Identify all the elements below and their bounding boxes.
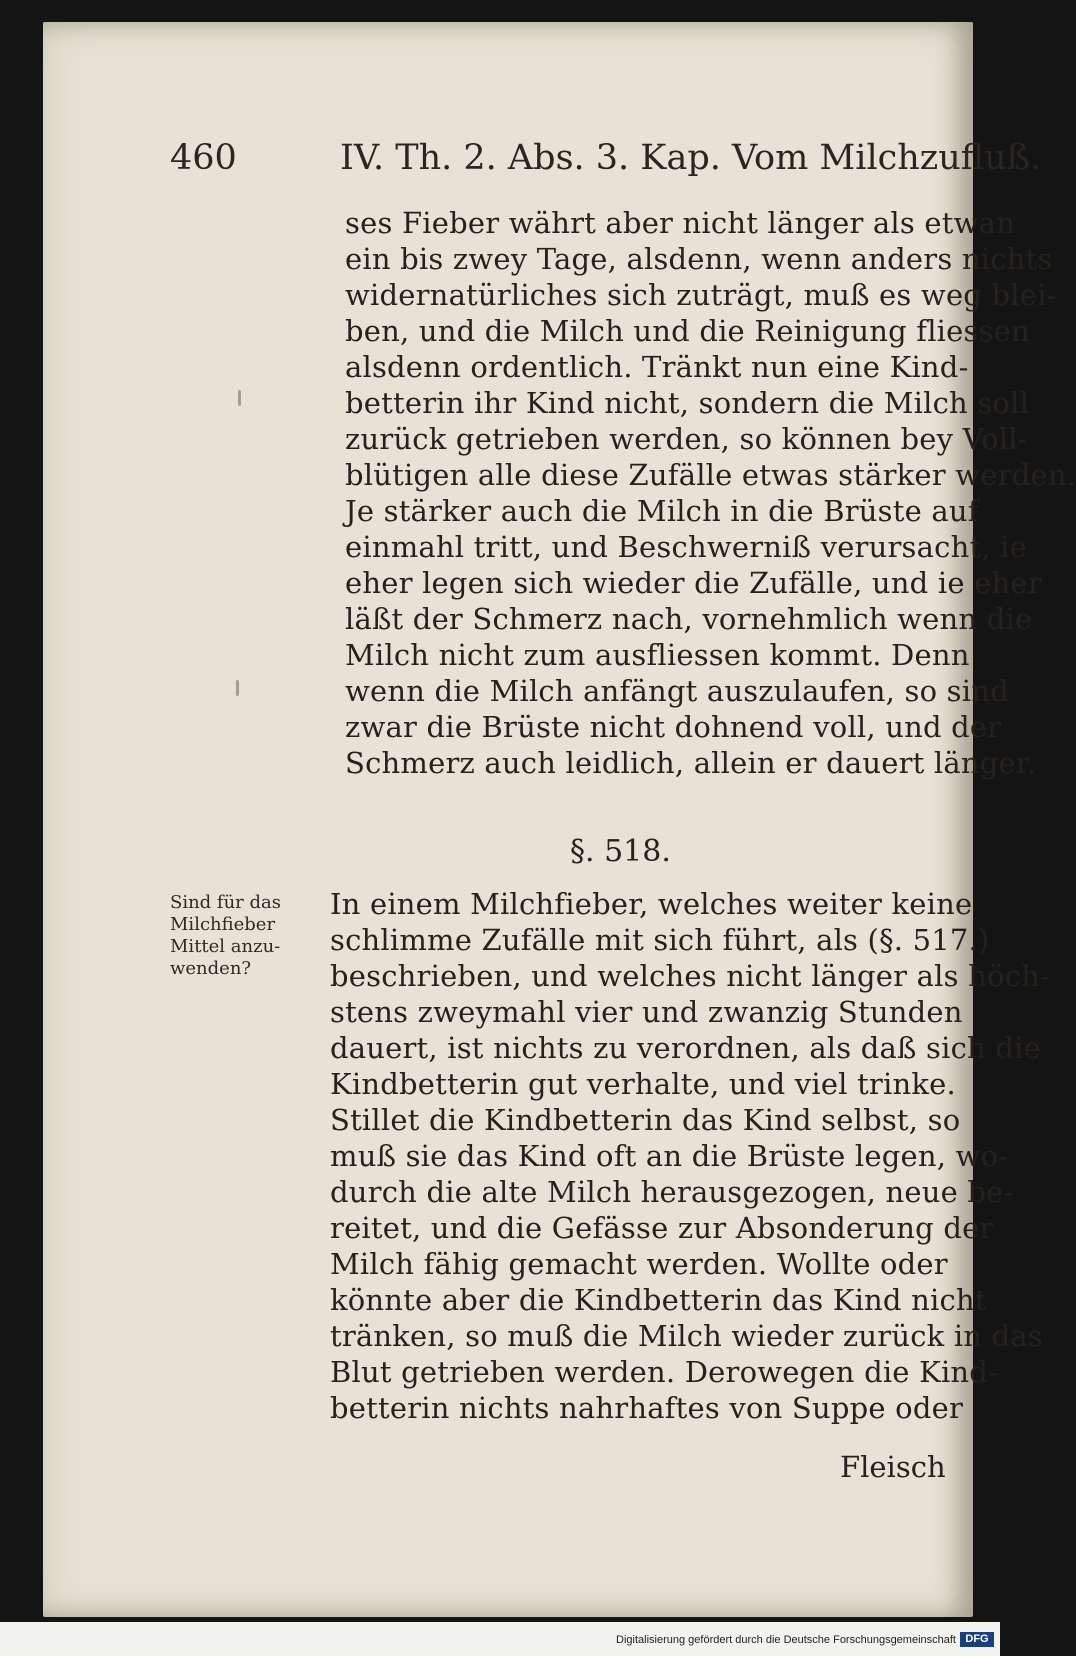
catchword: Fleisch — [840, 1450, 946, 1484]
text-line: eher legen sich wieder die Zufälle, und ie eher — [345, 566, 1042, 600]
text-line: wenn die Milch anfängt auszulaufen, so sind — [345, 674, 1009, 708]
main-text-block — [345, 205, 1076, 781]
text-line: ses Fieber währt aber nicht länger als etwan — [345, 206, 1015, 240]
text-line: Kindbetterin gut verhalte, und viel trinke. — [330, 1067, 956, 1101]
page-blemish — [238, 390, 241, 406]
text-line: einmahl tritt, und Beschwerniß verursacht, ie — [345, 530, 1027, 564]
text-line: betterin nichts nahrhaftes von Suppe oder — [330, 1391, 964, 1425]
text-line: könnte aber die Kindbetterin das Kind nicht — [330, 1283, 987, 1317]
page-number: 460 — [170, 138, 237, 178]
text-line: Blut getrieben werden. Derowegen die Kind- — [330, 1355, 999, 1389]
margin-note-line: Sind für das — [170, 892, 281, 913]
text-line: stens zweymahl vier und zwanzig Stunden — [330, 995, 963, 1029]
text-line: reitet, und die Gefässe zur Absonderung der — [330, 1211, 994, 1245]
running-head: IV. Th. 2. Abs. 3. Kap. Vom Milchzufluß. — [340, 138, 1042, 178]
text-line: dauert, ist nichts zu verordnen, als daß sich die — [330, 1031, 1041, 1065]
text-line: schlimme Zufälle mit sich führt, als (§. 517.) — [330, 923, 990, 957]
text-line: Stillet die Kindbetterin das Kind selbst, so — [330, 1103, 961, 1137]
text-line: Schmerz auch leidlich, allein er dauert länger. — [345, 746, 1037, 780]
text-line: Je stärker auch die Milch in die Brüste auf — [345, 494, 979, 528]
text-line: Milch nicht zum ausfliessen kommt. Denn — [345, 638, 970, 672]
dfg-logo: DFG — [960, 1632, 994, 1647]
section-text-block — [330, 886, 1050, 1426]
text-line: läßt der Schmerz nach, vornehmlich wenn die — [345, 602, 1033, 636]
text-line: alsdenn ordentlich. Tränkt nun eine Kind- — [345, 350, 969, 384]
margin-note-line: Mittel anzu- — [170, 936, 281, 957]
margin-note-line: Milchfieber — [170, 914, 276, 935]
text-line: Milch fähig gemacht werden. Wollte oder — [330, 1247, 948, 1281]
text-line: ben, und die Milch und die Reinigung fliessen — [345, 314, 1030, 348]
page-blemish — [236, 680, 239, 696]
text-line: beschrieben, und welches nicht länger als höch- — [330, 959, 1050, 993]
margin-note — [170, 892, 340, 980]
text-line: zwar die Brüste nicht dohnend voll, und der — [345, 710, 1002, 744]
text-line: muß sie das Kind oft an die Brüste legen, wo- — [330, 1139, 1009, 1173]
text-line: durch die alte Milch herausgezogen, neue be- — [330, 1175, 1014, 1209]
text-line: zurück getrieben werden, so können bey Voll- — [345, 422, 1028, 456]
text-line: blütigen alle diese Zufälle etwas stärker werden. — [345, 458, 1076, 492]
section-heading: §. 518. — [570, 834, 671, 869]
text-line: ein bis zwey Tage, alsdenn, wenn anders nichts — [345, 242, 1053, 276]
text-line: widernatürliches sich zuträgt, muß es weg blei- — [345, 278, 1057, 312]
text-line: tränken, so muß die Milch wieder zurück in das — [330, 1319, 1043, 1353]
digitization-credit: Digitalisierung gefördert durch die Deutsche Forschungsgemeinschaft — [616, 1634, 956, 1646]
text-line: In einem Milchfieber, welches weiter keine — [330, 887, 973, 921]
margin-note-line: wenden? — [170, 958, 252, 979]
text-line: betterin ihr Kind nicht, sondern die Milch soll — [345, 386, 1030, 420]
